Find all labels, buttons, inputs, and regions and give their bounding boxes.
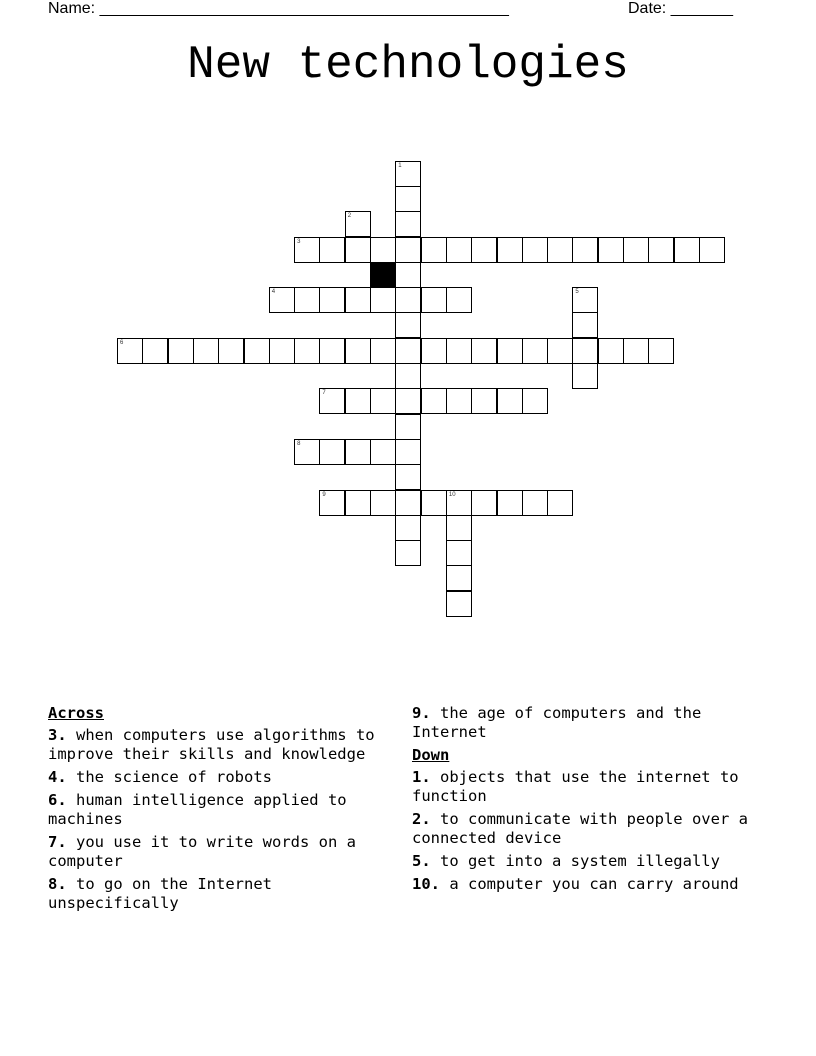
grid-cell[interactable] — [446, 287, 472, 313]
grid-cell[interactable] — [648, 338, 674, 364]
grid-cell[interactable] — [319, 287, 345, 313]
grid-cell[interactable] — [572, 237, 598, 263]
grid-cell[interactable] — [572, 287, 598, 313]
name-field[interactable]: Name: ______________________________________________ — [48, 0, 509, 17]
clue-number: 1 — [398, 162, 402, 169]
grid-cell[interactable] — [446, 515, 472, 541]
clue-number: 10 — [448, 491, 456, 498]
grid-cell[interactable] — [497, 237, 523, 263]
clue-down-5: 5. to get into a system illegally — [412, 852, 720, 870]
clue-down-10: 10. a computer you can carry around — [412, 875, 739, 893]
grid-cell[interactable] — [294, 338, 320, 364]
grid-cell[interactable] — [421, 338, 447, 364]
clue-across-3: 3. when computers use algorithms to improve their skills and knowledge — [48, 726, 375, 763]
grid-cell[interactable] — [345, 439, 371, 465]
grid-cell[interactable] — [572, 312, 598, 338]
clue-down-2: 2. to communicate with people over a connected device — [412, 810, 748, 847]
clue-number: 4 — [271, 289, 276, 296]
clue-number: 9 — [322, 491, 326, 498]
clue-across-6: 6. human intelligence applied to machines — [48, 791, 347, 828]
grid-cell[interactable] — [446, 565, 472, 591]
grid-cell[interactable] — [117, 338, 143, 364]
down-heading: Down — [412, 746, 450, 764]
grid-cell[interactable] — [395, 211, 421, 237]
grid-cell[interactable] — [345, 211, 371, 237]
grid-cell[interactable] — [699, 237, 725, 263]
grid-cell[interactable] — [395, 490, 421, 516]
grid-cell[interactable] — [446, 338, 472, 364]
grid-cell[interactable] — [168, 338, 194, 364]
clues-right-column — [412, 704, 772, 898]
grid-cell[interactable] — [471, 237, 497, 263]
grid-cell[interactable] — [345, 287, 371, 313]
grid-cell[interactable] — [522, 388, 548, 414]
grid-cell[interactable] — [319, 338, 345, 364]
grid-cell[interactable] — [345, 388, 371, 414]
grid-cell[interactable] — [370, 439, 396, 465]
grid-cell[interactable] — [269, 338, 295, 364]
grid-cell[interactable] — [395, 312, 421, 338]
grid-cell[interactable] — [572, 338, 598, 364]
grid-cell[interactable] — [395, 161, 421, 187]
grid-cell[interactable] — [421, 287, 447, 313]
grid-cell[interactable] — [395, 262, 421, 288]
grid-cell[interactable] — [522, 237, 548, 263]
clue-number: 7 — [322, 390, 326, 397]
clues-left-column — [48, 704, 400, 917]
grid-cell[interactable] — [421, 237, 447, 263]
grid-cell[interactable] — [446, 540, 472, 566]
grid-cell[interactable] — [522, 338, 548, 364]
grid-cell[interactable] — [395, 464, 421, 490]
grid-cell[interactable] — [446, 490, 472, 516]
clue-across-9: 9. the age of computers and the Internet — [412, 704, 702, 741]
grid-cell[interactable] — [471, 338, 497, 364]
grid-cell[interactable] — [395, 237, 421, 263]
grid-cell[interactable] — [648, 237, 674, 263]
grid-cell[interactable] — [395, 439, 421, 465]
grid-cell[interactable] — [294, 439, 320, 465]
clue-number: 6 — [120, 339, 124, 346]
grid-cell[interactable] — [370, 490, 396, 516]
grid-cell[interactable] — [269, 287, 295, 313]
grid-cell[interactable] — [471, 388, 497, 414]
clue-number: 5 — [575, 289, 579, 296]
grid-cell[interactable] — [395, 414, 421, 440]
across-heading: Across — [48, 704, 104, 722]
date-field[interactable]: Date: _______ — [628, 0, 733, 17]
grid-cell[interactable] — [345, 490, 371, 516]
grid-cell[interactable] — [547, 490, 573, 516]
grid-cell[interactable] — [370, 237, 396, 263]
grid-cell[interactable] — [345, 237, 371, 263]
grid-cell[interactable] — [370, 388, 396, 414]
grid-cell[interactable] — [319, 237, 345, 263]
grid-cell[interactable] — [446, 237, 472, 263]
grid-cell[interactable] — [446, 591, 472, 617]
grid-cell[interactable] — [319, 388, 345, 414]
grid-cell[interactable] — [446, 388, 472, 414]
grid-cell[interactable] — [497, 388, 523, 414]
grid-cell[interactable] — [522, 490, 548, 516]
grid-cell[interactable] — [319, 439, 345, 465]
page-title: New technologies — [187, 39, 629, 91]
grid-cell[interactable] — [193, 338, 219, 364]
grid-cell[interactable] — [421, 490, 447, 516]
grid-cell[interactable] — [623, 338, 649, 364]
clue-number: 8 — [297, 440, 301, 447]
grid-cell[interactable] — [142, 338, 168, 364]
grid-cell[interactable] — [395, 338, 421, 364]
grid-cell[interactable] — [395, 515, 421, 541]
grid-cell[interactable] — [598, 338, 624, 364]
blocked-cell — [370, 262, 396, 288]
grid-cell[interactable] — [674, 237, 700, 263]
grid-cell[interactable] — [319, 490, 345, 516]
grid-cell[interactable] — [497, 490, 523, 516]
clue-across-7: 7. you use it to write words on a computer — [48, 833, 356, 870]
grid-cell[interactable] — [395, 540, 421, 566]
grid-cell[interactable] — [547, 338, 573, 364]
grid-cell[interactable] — [395, 388, 421, 414]
grid-cell[interactable] — [294, 287, 320, 313]
grid-cell[interactable] — [294, 237, 320, 263]
grid-cell[interactable] — [623, 237, 649, 263]
grid-cell[interactable] — [395, 287, 421, 313]
grid-cell[interactable] — [598, 237, 624, 263]
clue-across-8: 8. to go on the Internet unspecifically — [48, 875, 272, 912]
clue-number: 2 — [347, 213, 352, 220]
grid-cell[interactable] — [244, 338, 270, 364]
grid-cell[interactable] — [395, 186, 421, 212]
grid-cell[interactable] — [421, 388, 447, 414]
grid-cell[interactable] — [471, 490, 497, 516]
grid-cell[interactable] — [370, 287, 396, 313]
grid-cell[interactable] — [218, 338, 244, 364]
grid-cell[interactable] — [497, 338, 523, 364]
clue-down-1: 1. objects that use the internet to function — [412, 768, 739, 805]
grid-cell[interactable] — [395, 363, 421, 389]
grid-cell[interactable] — [345, 338, 371, 364]
grid-cell[interactable] — [547, 237, 573, 263]
grid-cell[interactable] — [572, 363, 598, 389]
clue-number: 3 — [297, 238, 301, 245]
clue-across-4: 4. the science of robots — [48, 768, 272, 786]
grid-cell[interactable] — [370, 338, 396, 364]
